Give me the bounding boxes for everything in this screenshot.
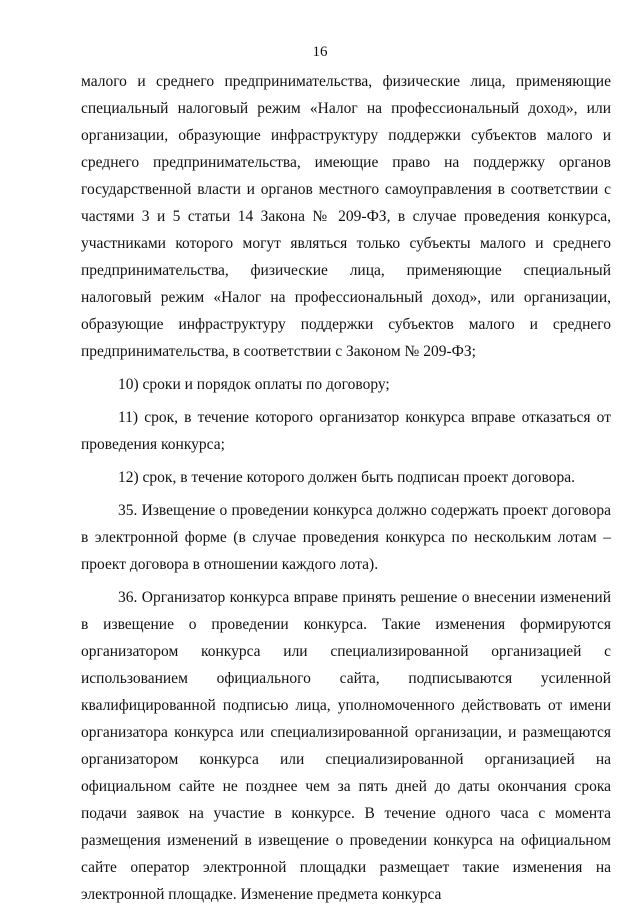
document-body xyxy=(81,68,611,908)
clause-35: 35. Извещение о проведении конкурса должно содержать проект договора в электронной форме (в случае проведения конкурса по нескольким лотам – проект договора в отношении каждого лота). xyxy=(81,502,611,573)
list-item-10: 10) сроки и порядок оплаты по договору; xyxy=(118,376,390,393)
list-item-11: 11) срок, в течение которого организатор конкурса вправе отказаться от проведения конкурса; xyxy=(81,409,611,453)
clause-36: 36. Организатор конкурса вправе принять решение о внесении изменений в извещение о проведении конкурса. Такие изменения формируются организатором конкурса или специализированной организацией с использованием официального сайта, подписываются усиленной квалифицированной подписью лица, уполномоченного действовать от имени организатора конкурса или специализированной организации, и размещаются организатором конкурса или специализированной организацией на официальном сайте не позднее чем за пять дней до даты окончания срока подачи заявок на участие в конкурсе. В течение одного часа с момента размещения изменений в извещение о проведении конкурса на официальном сайте оператор электронной площадки размещает такие изменения на электронной площадке. Изменение предмета конкурса xyxy=(81,589,611,903)
paragraph-continued: малого и среднего предпринимательства, физические лица, применяющие специальный налоговый режим «Налог на профессиональный доход», или организации, образующие инфраструктуру поддержки субъектов малого и среднего предпринимательства, имеющие право на поддержку органов государственной власти и органов местного самоуправления в соответствии с частями 3 и 5 статьи 14 Закона № 209-ФЗ, в случае проведения конкурса, участниками которого могут являться только субъекты малого и среднего предпринимательства, физические лица, применяющие специальный налоговый режим «Налог на профессиональный доход», или организации, образующие инфраструктуру поддержки субъектов малого и среднего предпринимательства, в соответствии с Законом № 209-ФЗ; xyxy=(81,73,611,360)
list-item-12: 12) срок, в течение которого должен быть подписан проект договора. xyxy=(118,469,575,486)
page-number: 16 xyxy=(312,44,328,60)
